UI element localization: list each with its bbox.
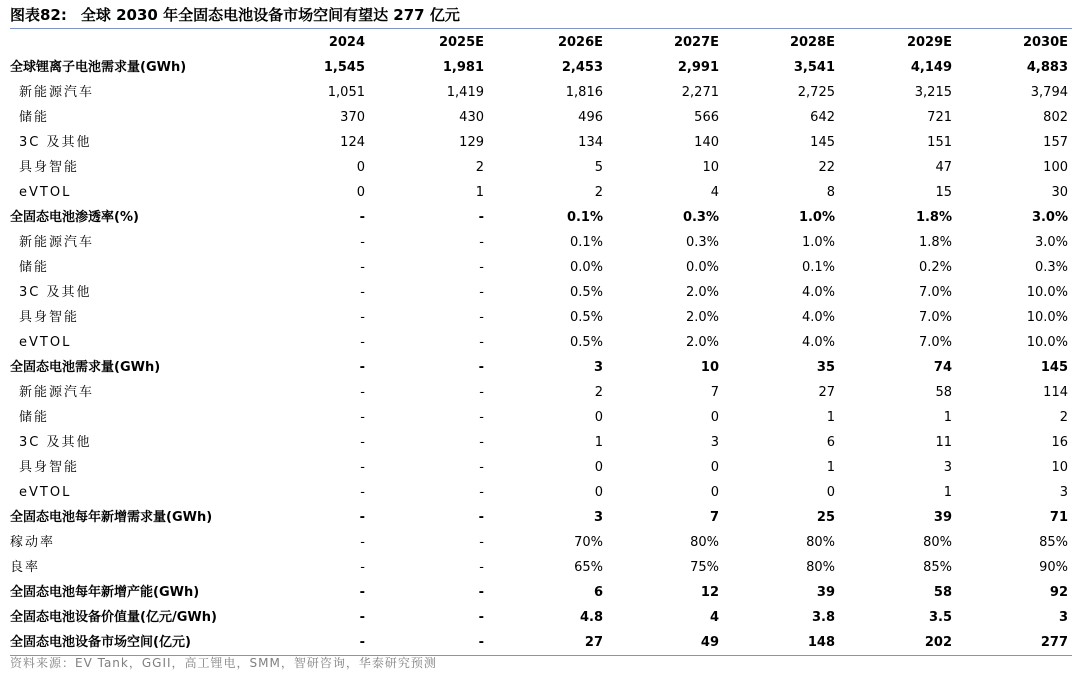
table-cell: 3	[1059, 485, 1068, 500]
row-label: 具身智能	[19, 310, 80, 325]
table-row	[10, 480, 1072, 505]
table-cell: 4.0%	[801, 310, 835, 325]
table-cell: -	[359, 210, 365, 225]
table-cell: 802	[1043, 110, 1068, 125]
column-header-year: 2025E	[438, 35, 484, 50]
table-cell: -	[360, 335, 365, 350]
table-cell: 35	[816, 360, 835, 375]
table-cell: 2	[594, 385, 603, 400]
table-cell: 4,883	[1026, 60, 1068, 75]
table-cell: 1	[594, 435, 603, 450]
table-row	[10, 80, 1072, 105]
table-cell: -	[360, 235, 365, 250]
table-cell: -	[478, 610, 484, 625]
table-row	[10, 305, 1072, 330]
table-cell: 85%	[1039, 535, 1068, 550]
table-cell: -	[478, 585, 484, 600]
table-cell: 3	[1058, 610, 1068, 625]
table-cell: 5	[594, 160, 603, 175]
table-cell: -	[479, 560, 484, 575]
table-cell: 47	[935, 160, 952, 175]
table-cell: 49	[607, 630, 723, 656]
table-cell: 0	[710, 485, 719, 500]
row-label: 具身智能	[19, 460, 80, 475]
row-label: 全固态电池每年新增需求量(GWh)	[10, 510, 213, 525]
row-label: 全固态电池设备市场空间(亿元)	[10, 630, 256, 656]
table-cell: 0	[710, 410, 719, 425]
table-cell: -	[360, 310, 365, 325]
row-label: 储能	[19, 410, 50, 425]
table-cell: 370	[340, 110, 365, 125]
table-cell: 11	[935, 435, 952, 450]
table-cell: 642	[810, 110, 835, 125]
table-cell: 4	[710, 185, 719, 200]
table-cell: 22	[818, 160, 835, 175]
table-cell: -	[479, 310, 484, 325]
table-cell: 0.0%	[685, 260, 719, 275]
table-row	[10, 380, 1072, 405]
table-cell: 25	[816, 510, 835, 525]
row-label: eVTOL	[19, 185, 72, 200]
table-cell: 10.0%	[1026, 335, 1068, 350]
table-cell: -	[359, 360, 365, 375]
table-cell: -	[478, 360, 484, 375]
row-label: 新能源汽车	[19, 235, 95, 250]
row-label: 新能源汽车	[19, 385, 95, 400]
table-cell: 140	[694, 135, 719, 150]
table-cell: 0.5%	[569, 335, 603, 350]
column-header-year: 2027E	[673, 35, 719, 50]
table-cell: 39	[816, 585, 835, 600]
table-row	[10, 230, 1072, 255]
table-cell: 3.8	[811, 610, 835, 625]
column-header-label	[10, 30, 256, 55]
table-cell: 74	[933, 360, 952, 375]
table-cell: -	[359, 610, 365, 625]
row-label: 3C 及其他	[19, 285, 92, 300]
table-row	[10, 580, 1072, 605]
table-cell: 0	[594, 410, 603, 425]
table-cell: 3,541	[793, 60, 835, 75]
table-cell: 1	[826, 410, 835, 425]
table-cell: 12	[700, 585, 719, 600]
data-table	[10, 30, 1072, 656]
table-cell: 7.0%	[918, 335, 952, 350]
table-cell: -	[479, 535, 484, 550]
table-cell: 134	[578, 135, 603, 150]
table-cell: 2.0%	[685, 335, 719, 350]
row-label: 3C 及其他	[19, 135, 92, 150]
table-cell: 10	[702, 160, 719, 175]
figure-title-bar	[10, 4, 1072, 29]
table-cell: -	[479, 410, 484, 425]
table-cell: 3.5	[928, 610, 952, 625]
table-row	[10, 430, 1072, 455]
table-cell: 65%	[574, 560, 603, 575]
table-cell: 145	[810, 135, 835, 150]
row-label: eVTOL	[19, 485, 72, 500]
table-cell: 2,453	[561, 60, 603, 75]
table-cell: 58	[935, 385, 952, 400]
table-cell: 2,991	[677, 60, 719, 75]
table-cell: 3,794	[1030, 85, 1068, 100]
column-header-year: 2029E	[906, 35, 952, 50]
table-cell: 2.0%	[685, 310, 719, 325]
table-cell: 4,149	[910, 60, 952, 75]
table-cell: 202	[839, 630, 956, 656]
table-cell: 2.0%	[685, 285, 719, 300]
table-cell: 3	[593, 510, 603, 525]
table-cell: -	[360, 485, 365, 500]
table-cell: 0.3%	[1034, 260, 1068, 275]
table-cell: 0.1%	[801, 260, 835, 275]
table-cell: 7	[709, 510, 719, 525]
table-row	[10, 155, 1072, 180]
table-cell: 7.0%	[918, 310, 952, 325]
row-label: 全固态电池设备价值量(亿元/GWh)	[10, 610, 217, 625]
table-cell: 145	[1040, 360, 1068, 375]
table-cell: 1	[475, 185, 484, 200]
table-cell: 0.5%	[569, 285, 603, 300]
table-cell: 0.1%	[566, 210, 603, 225]
table-cell: 1,981	[442, 60, 484, 75]
table-cell: 58	[933, 585, 952, 600]
table-row	[10, 205, 1072, 230]
row-label: 稼动率	[10, 535, 56, 550]
table-cell: 3	[593, 360, 603, 375]
figure-title: 全球 2030 年全固态电池设备市场空间有望达 277 亿元	[80, 6, 460, 24]
table-body	[10, 55, 1072, 656]
table-row	[10, 630, 1072, 656]
table-cell: 1.8%	[915, 210, 952, 225]
table-cell: -	[479, 385, 484, 400]
row-label: 储能	[19, 260, 50, 275]
table-cell: 2	[475, 160, 484, 175]
table-cell: 151	[927, 135, 952, 150]
table-cell: -	[359, 585, 365, 600]
table-row	[10, 355, 1072, 380]
table-header-row	[10, 30, 1072, 55]
table-cell: 0	[826, 485, 835, 500]
table-cell: 6	[593, 585, 603, 600]
table-cell: 10.0%	[1026, 310, 1068, 325]
table-cell: 75%	[690, 560, 719, 575]
table-cell: -	[360, 535, 365, 550]
table-row	[10, 255, 1072, 280]
table-cell: 0	[356, 160, 365, 175]
column-header-year: 2026E	[557, 35, 603, 50]
table-cell: 10.0%	[1026, 285, 1068, 300]
table-row	[10, 55, 1072, 80]
table-cell: 2	[1059, 410, 1068, 425]
table-cell: 721	[927, 110, 952, 125]
table-cell: -	[478, 510, 484, 525]
table-cell: 0.0%	[569, 260, 603, 275]
table-cell: 71	[1049, 510, 1068, 525]
row-label: eVTOL	[19, 335, 72, 350]
table-cell: 0	[356, 185, 365, 200]
row-label: 全固态电池每年新增产能(GWh)	[10, 585, 200, 600]
table-cell: 3.0%	[1034, 235, 1068, 250]
table-cell: 80%	[690, 535, 719, 550]
table-cell: -	[478, 210, 484, 225]
row-label: 良率	[10, 560, 41, 575]
table-row	[10, 180, 1072, 205]
table-row	[10, 330, 1072, 355]
table-cell: 85%	[923, 560, 952, 575]
table-cell: -	[256, 630, 369, 656]
table-cell: -	[360, 410, 365, 425]
table-cell: 30	[1051, 185, 1068, 200]
table-cell: 1.0%	[801, 235, 835, 250]
table-cell: -	[360, 260, 365, 275]
row-label: 全球锂离子电池需求量(GWh)	[10, 60, 187, 75]
table-cell: 124	[340, 135, 365, 150]
table-cell: 3	[943, 460, 952, 475]
table-cell: 430	[459, 110, 484, 125]
table-cell: -	[359, 510, 365, 525]
table-cell: 80%	[923, 535, 952, 550]
table-cell: 129	[459, 135, 484, 150]
table-row	[10, 455, 1072, 480]
table-cell: 15	[935, 185, 952, 200]
table-cell: 7.0%	[918, 285, 952, 300]
table-cell: 0	[710, 460, 719, 475]
row-label: 全固态电池需求量(GWh)	[10, 360, 161, 375]
table-cell: 2,271	[681, 85, 719, 100]
row-label: 储能	[19, 110, 50, 125]
table-row	[10, 530, 1072, 555]
table-cell: -	[479, 460, 484, 475]
table-cell: 566	[694, 110, 719, 125]
table-cell: -	[479, 260, 484, 275]
table-cell: 3,215	[914, 85, 952, 100]
table-cell: 4.0%	[801, 285, 835, 300]
table-cell: -	[479, 435, 484, 450]
table-cell: 114	[1043, 385, 1068, 400]
column-header-year: 2024	[328, 35, 365, 50]
table-cell: -	[360, 435, 365, 450]
table-cell: -	[479, 285, 484, 300]
table-cell: 80%	[806, 535, 835, 550]
row-label: 全固态电池渗透率(%)	[10, 210, 139, 225]
table-cell: 2	[594, 185, 603, 200]
table-cell: 27	[488, 630, 607, 656]
table-row	[10, 605, 1072, 630]
table-cell: -	[479, 485, 484, 500]
table-cell: 4.8	[579, 610, 603, 625]
figure-label: 图表82:	[10, 6, 67, 24]
table-row	[10, 405, 1072, 430]
table-row	[10, 105, 1072, 130]
table-cell: 0	[594, 460, 603, 475]
table-row	[10, 555, 1072, 580]
table-cell: 0.3%	[682, 210, 719, 225]
table-row	[10, 130, 1072, 155]
table-cell: 1,545	[323, 60, 365, 75]
table-cell: 0	[594, 485, 603, 500]
table-cell: 1,816	[565, 85, 603, 100]
row-label: 新能源汽车	[19, 85, 95, 100]
table-cell: 80%	[806, 560, 835, 575]
table-cell: 148	[723, 630, 839, 656]
table-cell: 4	[709, 610, 719, 625]
table-cell: 70%	[574, 535, 603, 550]
table-cell: -	[360, 460, 365, 475]
table-cell: 0.5%	[569, 310, 603, 325]
table-row	[10, 280, 1072, 305]
table-cell: 277	[956, 630, 1072, 656]
source-note: 资料来源：EV Tank，GGII，高工锂电，SMM，智研咨询，华泰研究预测	[10, 656, 437, 670]
table-cell: 0.2%	[918, 260, 952, 275]
table-cell: -	[360, 285, 365, 300]
table-cell: 3	[710, 435, 719, 450]
table-cell: 0.3%	[685, 235, 719, 250]
table-cell: -	[369, 630, 488, 656]
table-cell: 1,051	[327, 85, 365, 100]
table-cell: 100	[1043, 160, 1068, 175]
table-cell: 92	[1049, 585, 1068, 600]
table-cell: -	[360, 385, 365, 400]
table-cell: 157	[1043, 135, 1068, 150]
table-cell: 8	[826, 185, 835, 200]
table-cell: 4.0%	[801, 335, 835, 350]
table-cell: -	[479, 235, 484, 250]
table-cell: 2,725	[797, 85, 835, 100]
row-label: 具身智能	[19, 160, 80, 175]
table-cell: 3.0%	[1031, 210, 1068, 225]
table-cell: 6	[826, 435, 835, 450]
table-cell: 10	[1051, 460, 1068, 475]
table-cell: -	[479, 335, 484, 350]
column-header-year: 2028E	[789, 35, 835, 50]
table-cell: 1.8%	[918, 235, 952, 250]
table-cell: -	[360, 560, 365, 575]
table-cell: 1	[826, 460, 835, 475]
row-label: 3C 及其他	[19, 435, 92, 450]
column-header-year: 2030E	[1022, 35, 1068, 50]
table-cell: 1.0%	[798, 210, 835, 225]
table-cell: 39	[933, 510, 952, 525]
table-cell: 1,419	[446, 85, 484, 100]
table-cell: 1	[943, 485, 952, 500]
table-cell: 0.1%	[569, 235, 603, 250]
table-cell: 27	[818, 385, 835, 400]
table-cell: 10	[700, 360, 719, 375]
table-cell: 7	[710, 385, 719, 400]
table-cell: 90%	[1039, 560, 1068, 575]
table-row	[10, 505, 1072, 530]
table-cell: 1	[943, 410, 952, 425]
table-cell: 16	[1051, 435, 1068, 450]
table-cell: 496	[578, 110, 603, 125]
